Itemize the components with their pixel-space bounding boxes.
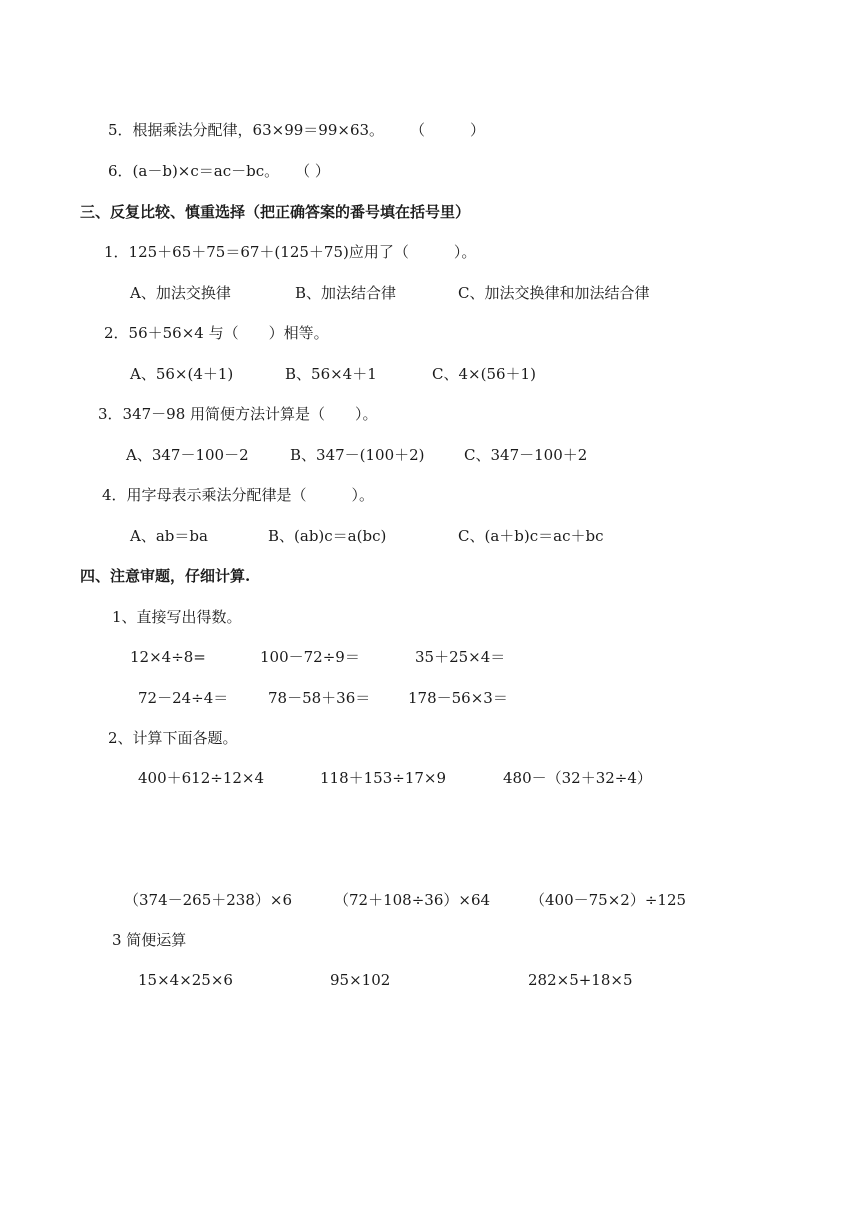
mental-math-item: 35＋25×4＝ [415, 648, 506, 666]
choice-question-2-stem: 2．56＋56×4 与（ ）相等。 [104, 324, 329, 342]
mental-math-item: 78－58＋36＝ [268, 689, 371, 707]
calculation-item: 480－（32＋32÷4） [503, 769, 652, 787]
answer-blank: （ ） [295, 162, 330, 180]
choice-question-3-stem: 3．347－98 用简便方法计算是（ ）。 [98, 405, 378, 423]
choice-question-2-option-c: C、4×(56＋1) [432, 365, 536, 383]
choice-question-1-option-c: C、加法交换律和加法结合律 [458, 284, 650, 302]
simplify-item: 95×102 [330, 971, 391, 989]
question-text: 5．根据乘法分配律，63×99＝99×63。 [108, 121, 385, 139]
choice-question-1-option-b: B、加法结合律 [295, 284, 397, 302]
part-1-title: 1、直接写出得数。 [112, 608, 242, 626]
judge-question-5 [108, 120, 485, 140]
calculation-item: （400－75×2）÷125 [530, 891, 687, 909]
mental-math-item: 178－56×3＝ [408, 689, 508, 707]
simplify-item: 282×5+18×5 [528, 971, 633, 989]
simplify-item: 15×4×25×6 [138, 971, 233, 989]
calculation-item: 118＋153÷17×9 [320, 769, 447, 787]
mental-math-item: 72－24÷4＝ [138, 689, 229, 707]
calculation-item: （72＋108÷36）×64 [334, 891, 491, 909]
choice-question-4-option-c: C、(a＋b)c＝ac＋bc [458, 527, 604, 545]
choice-question-3-option-c: C、347－100＋2 [464, 446, 588, 464]
judge-question-6 [108, 161, 330, 181]
section-4-title: 四、注意审题，仔细计算. [80, 567, 251, 585]
choice-question-1-stem: 1．125＋65＋75＝67＋(125＋75)应用了（ ）。 [104, 243, 477, 261]
answer-blank: （ ） [410, 121, 486, 139]
part-3-title: 3 简便运算 [112, 931, 187, 949]
mental-math-item: 12×4÷8= [130, 648, 206, 666]
choice-question-4-option-b: B、(ab)c＝a(bc) [268, 527, 387, 545]
calculation-item: 400＋612÷12×4 [138, 769, 265, 787]
part-2-title: 2、计算下面各题。 [108, 729, 238, 747]
choice-question-2-option-a: A、56×(4＋1) [130, 365, 234, 383]
section-3-title: 三、反复比较、慎重选择（把正确答案的番号填在括号里） [80, 203, 471, 221]
choice-question-4-stem: 4．用字母表示乘法分配律是（ ）。 [102, 486, 375, 504]
calculation-item: （374－265＋238）×6 [124, 891, 293, 909]
question-text: 6．(a－b)×c＝ac－bc。 [108, 162, 280, 180]
choice-question-3-option-a: A、347－100－2 [126, 446, 249, 464]
choice-question-1-option-a: A、加法交换律 [130, 284, 231, 302]
mental-math-item: 100－72÷9＝ [260, 648, 360, 666]
choice-question-2-option-b: B、56×4＋1 [285, 365, 377, 383]
choice-question-4-option-a: A、ab＝ba [130, 527, 208, 545]
choice-question-3-option-b: B、347－(100＋2) [290, 446, 425, 464]
